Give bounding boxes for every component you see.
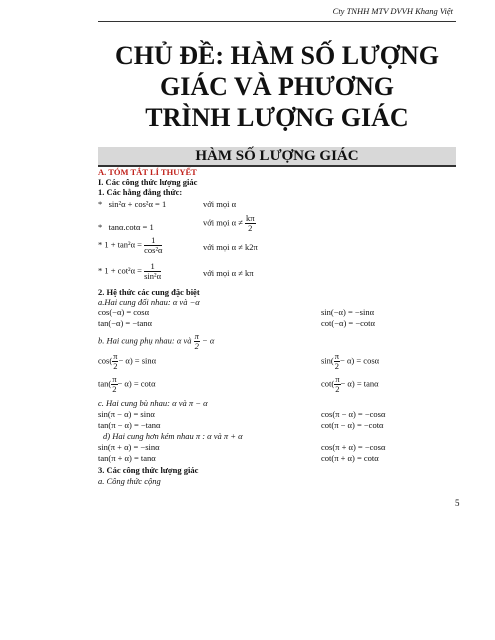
identity-1: * sin²α + cos²α = 1 bbox=[98, 199, 167, 209]
identity-1-formula: sin²α + cos²α = 1 bbox=[108, 199, 167, 209]
fraction: $\frac{\pi}{2}$ bbox=[112, 374, 117, 394]
b-row-2-left: tan( $\frac{\pi}{2}$ − α) = cotα bbox=[98, 374, 156, 394]
section-title: HÀM SỐ LƯỢNG GIÁC bbox=[98, 147, 456, 167]
fraction: $\frac{1}{\text{cos²α}}$ bbox=[144, 235, 163, 255]
d-row-2-right: cot(π + α) = cotα bbox=[321, 453, 379, 463]
fraction: $\frac{k\pi}{2}$ bbox=[245, 213, 255, 233]
d-row-1-right: cos(π + α) = −cosα bbox=[321, 442, 386, 452]
c-row-2-left: tan(π − α) = −tanα bbox=[98, 420, 161, 430]
c-label: c. Hai cung bù nhau: α và π − α bbox=[98, 398, 208, 408]
b-row-1-right: sin( $\frac{\pi}{2}$ − α) = cosα bbox=[321, 351, 380, 371]
chapter-title-line-2: GIÁC VÀ PHƯƠNG bbox=[160, 72, 394, 101]
identity-4-condition: với mọi α ≠ kπ bbox=[203, 268, 254, 278]
b-row-2-right: cot( $\frac{\pi}{2}$ − α) = tanα bbox=[321, 374, 379, 394]
identity-2: * tanα.cotα = 1 bbox=[98, 222, 154, 232]
heading-3: 3. Các công thức lượng giác bbox=[98, 465, 199, 475]
a-row-1-right: sin(−α) = −sinα bbox=[321, 307, 375, 317]
identity-3-condition: với mọi α ≠ k2π bbox=[203, 242, 258, 252]
fraction: $\frac{\pi}{2}$ bbox=[335, 374, 340, 394]
a-label: a.Hai cung đối nhau: α và −α bbox=[98, 297, 200, 307]
a-row-2-right: cot(−α) = −cotα bbox=[321, 318, 375, 328]
d-row-1-left: sin(π + α) = −sinα bbox=[98, 442, 160, 452]
chapter-title-line-1: CHỦ ĐỀ: HÀM SỐ LƯỢNG bbox=[114, 41, 440, 70]
c-row-2-right: cot(π − α) = −cotα bbox=[321, 420, 384, 430]
a-row-1-left: cos(−α) = cosα bbox=[98, 307, 150, 317]
page-number: 5 bbox=[455, 498, 460, 508]
b-label: b. Hai cung phụ nhau: α và $\frac{\pi}{2}$ − α bbox=[98, 331, 215, 351]
heading-3-a: a. Công thức cộng bbox=[98, 476, 161, 486]
identity-3: * 1 + tan²α = $\frac{1}{\text{cos²α}}$ bbox=[98, 235, 163, 255]
d-label: d) Hai cung hơn kém nhau π : α và π + α bbox=[103, 431, 243, 441]
fraction: $\frac{\pi}{2}$ bbox=[113, 351, 118, 371]
fraction: $\frac{\pi}{2}$ bbox=[194, 331, 199, 351]
heading-2: 2. Hệ thức các cung đặc biệt bbox=[98, 287, 200, 297]
part-a-heading: A. TÓM TẮT LÍ THUYẾT bbox=[98, 167, 197, 177]
c-row-1-right: cos(π − α) = −cosα bbox=[321, 409, 386, 419]
identity-2-formula: tanα.cotα = 1 bbox=[108, 222, 154, 232]
a-row-2-left: tan(−α) = −tanα bbox=[98, 318, 152, 328]
identity-1-condition: với mọi α bbox=[203, 199, 237, 209]
fraction: $\frac{\pi}{2}$ bbox=[334, 351, 340, 371]
header-rule bbox=[98, 21, 456, 22]
chapter-title-line-3: TRÌNH LƯỢNG GIÁC bbox=[145, 103, 409, 132]
page-header: Cty TNHH MTV DVVH Khang Việt bbox=[332, 6, 453, 16]
identity-2-condition: với mọi α ≠ $\frac{k\pi}{2}$ bbox=[203, 213, 255, 233]
c-row-1-left: sin(π − α) = sinα bbox=[98, 409, 155, 419]
heading-1: I. Các công thức lượng giác bbox=[98, 177, 198, 187]
d-row-2-left: tan(π + α) = tanα bbox=[98, 453, 156, 463]
identity-4: * 1 + cot²α = $\frac{1}{\text{sin²α}}$ bbox=[98, 261, 162, 281]
b-row-1-left: cos( $\frac{\pi}{2}$ − α) = sinα bbox=[98, 351, 157, 371]
fraction: $\frac{1}{\text{sin²α}}$ bbox=[144, 261, 162, 281]
heading-1-1: 1. Các hằng đẳng thức: bbox=[98, 187, 183, 197]
